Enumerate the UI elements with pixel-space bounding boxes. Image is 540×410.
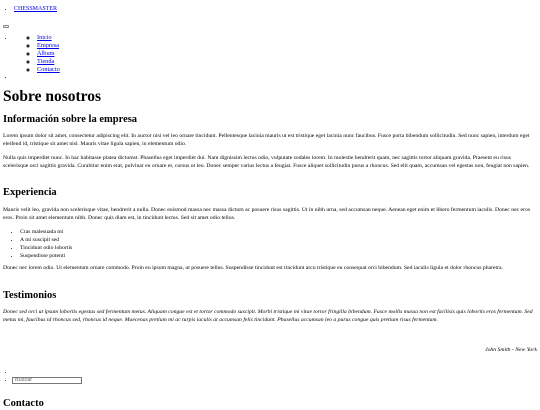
search-input[interactable]	[12, 377, 82, 384]
nav-item-album	[37, 50, 60, 58]
experience-paragraph-1: Mauris velit leo, gravida non scelerisque vitae, hendrerit a nulla. Donec euismod massa nec massa dictum ac posuere risus sagittis. Ut in nibh urna, sed accumsan neque. Aenean eget enim et libero fermentum iaculis. Donec nec eros eros. Proin sit amet elementum nibh. Donec quis diam est, in tincidunt lectus. Sed sit amet odio tellus.	[3, 207, 531, 221]
nav-menu	[14, 34, 60, 74]
nav-item-contacto	[37, 66, 60, 74]
nav-link-album[interactable]: Álbum	[37, 49, 55, 57]
nav-group	[14, 34, 60, 74]
nav-item-tienda	[37, 58, 60, 66]
company-info-paragraph-1: Lorem ipsum dolor sit amet, consectetur adipiscing elit. In auctor nisi vel leo ornare tincidunt. Pellentesque lacinia mauris ut est tristique eget lacinia nunc faucibus. Fusce porta bibendum sollicitudin. Sed nunc sapien, interdum eget eleifend id, tristique sit amet nisl. Mauris vitae ligula sapien, in elementum odio.	[3, 133, 530, 147]
list-item: • Tincidunt odio lobortis	[20, 244, 72, 252]
contact-heading: Contacto	[3, 398, 44, 409]
experience-paragraph-2: Donec nec lorem odio. Ut elementum ornare commodo. Proin eu ipsum magna, ut posuere tellus. Suspendisse tincidunt est tincidunt arcu tristique eu consequat orci bibendum. Sed iaculis ligula et dolor rhoncus pharetra.	[3, 265, 503, 271]
search-item	[14, 376, 82, 384]
testimonials-heading: Testimonios	[3, 290, 57, 301]
sidebar-list	[14, 368, 82, 384]
nav-empty-item	[14, 74, 60, 81]
brand-item	[14, 6, 57, 13]
nav-item-empresa	[37, 42, 60, 50]
nav-link-empresa[interactable]: Empresa	[37, 41, 60, 49]
sidebar-empty-item	[14, 368, 82, 376]
testimonial-quote: Donec sed orci ut ipsum lobortis egestas sed fermentum metus. Aliquam congue est et tortor commodo suscipit. Morbi tristique mi vitae tortor fringilla bibendum. Fusce mollis massa non est facilisis quis lobortis eros fermentum. Sed metus mi, faucibus id rhoncus sed, rhoncus id neque. Maecenas pretium mi ac turpis iaculis at accumsan felis tincidunt. Phasellus accumsan leo a purus congue quis pretium risus fermentum.	[3, 309, 533, 323]
experience-list	[14, 228, 72, 260]
brand-list	[14, 6, 57, 13]
brand-link[interactable]: CHESSMASTER	[14, 6, 58, 12]
testimonial-author: John Smith - New York	[485, 347, 537, 353]
nav-link-inicio[interactable]: Inicio	[37, 34, 52, 41]
nav-toggle-button[interactable]	[3, 25, 9, 28]
company-info-paragraph-2: Nulla quis imperdiet nunc. In hac habitasse platea dictumst. Phasellus eget imperdiet dui. Nam dignissim lectus odio, vulputate sodales lorem. In molestie hendrerit quam, nec sagittis tortor aliquam gravida. Praesent eu risus scelerisque orci sagittis gravida. Curabitur enim erat, pulvinar eu ornare et, cursus ut leo. Donec semper varius lectus a feugiat. Fusce aliquet sollicitudin purus a rhoncus. Sed elit quam, accumsan vel egestas non, feugiat non sapien.	[3, 155, 530, 169]
list-item: • Cras malesuada mi	[20, 228, 72, 236]
nav-link-contacto[interactable]: Contacto	[37, 65, 60, 73]
list-item: • Suspendisse potenti	[20, 252, 72, 260]
nav-item-inicio	[37, 34, 60, 42]
list-item: • A mi suscipit sed	[20, 236, 72, 244]
company-info-heading: Información sobre la empresa	[3, 114, 138, 125]
nav-link-tienda[interactable]: Tienda	[37, 57, 55, 65]
page-title: Sobre nosotros	[3, 88, 102, 105]
experience-heading: Experiencia	[3, 187, 57, 198]
main-nav	[14, 36, 60, 81]
